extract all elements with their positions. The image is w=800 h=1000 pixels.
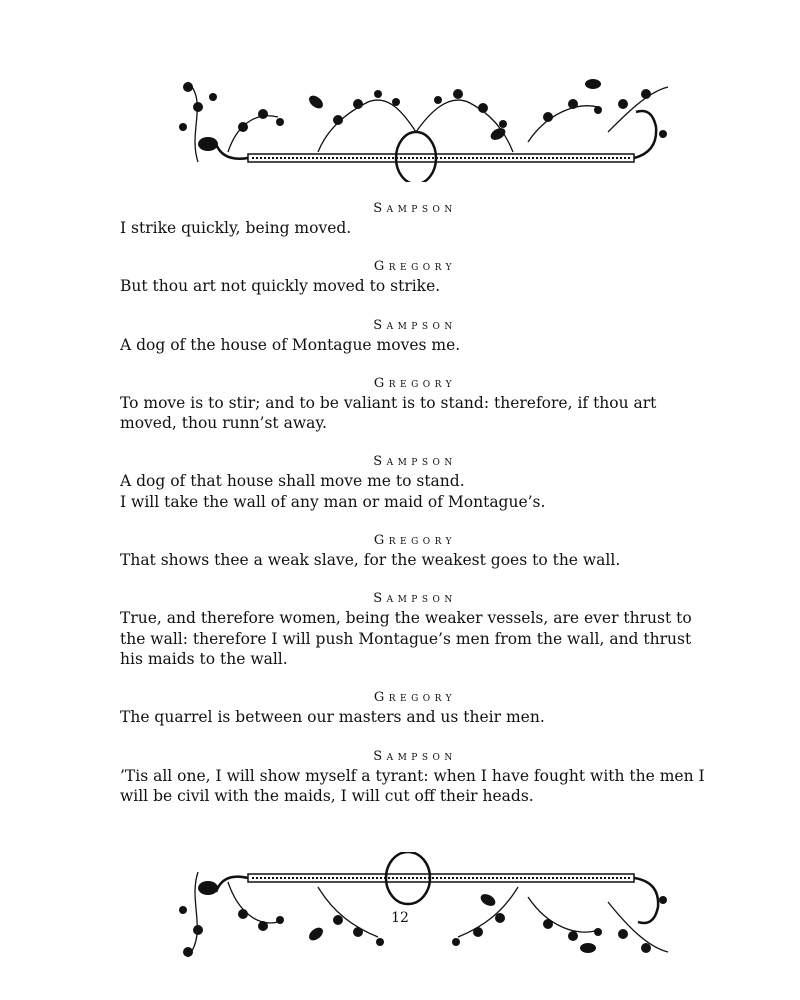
dialogue-line: But thou art not quickly moved to strike.: [120, 277, 441, 296]
dialogue-line: I strike quickly, being moved.: [120, 219, 352, 237]
dialogue-line: The quarrel is between our masters and us their men.: [120, 708, 545, 727]
dialogue-line: That shows thee a weak slave, for the weakest goes to the wall.: [120, 551, 621, 570]
speech: [120, 200, 710, 238]
speaker-name: Gregory: [373, 259, 457, 275]
speech: [120, 258, 710, 296]
speech: [120, 375, 710, 434]
dialogue-line: True, and therefore women, being the weaker vessels, are ever thrust to the wall: therefore I will push Montague’s men from the wall, and thrust his maids to the wall.: [120, 609, 692, 668]
speech: [120, 689, 710, 727]
ivy-vines: [188, 82, 668, 162]
script-body: [120, 200, 710, 826]
speaker-name: Gregory: [373, 375, 457, 391]
speaker-name: Sampson: [373, 748, 457, 764]
dialogue-line: A dog of that house shall move me to stand.: [120, 472, 465, 491]
speaker-name: Gregory: [373, 533, 457, 549]
speaker-name: Sampson: [373, 591, 457, 607]
speaker-name: Sampson: [373, 317, 457, 333]
speaker-name: Gregory: [373, 690, 457, 706]
speech: [120, 532, 710, 570]
floral-vine-footer-ornament: [168, 852, 672, 964]
dialogue-line: To move is to stir; and to be valiant is to stand: therefore, if thou art moved, thou runn’st away.: [120, 393, 657, 433]
speaker-name: Sampson: [373, 454, 457, 470]
dialogue-line: I will take the wall of any man or maid of Montague’s.: [120, 492, 546, 511]
dialogue-line: A dog of the house of Montague moves me.: [120, 335, 461, 354]
speech: [120, 748, 710, 807]
floral-vine-header-ornament: [168, 72, 672, 182]
speech: [120, 590, 710, 669]
dialogue-line: ’Tis all one, I will show myself a tyrant: when I have fought with the men I will be civil with the maids, I will cut off their heads.: [120, 766, 705, 805]
speech: [120, 453, 710, 512]
speaker-name: Sampson: [373, 201, 457, 216]
page-number: 12: [391, 910, 409, 926]
speech: [120, 317, 710, 355]
